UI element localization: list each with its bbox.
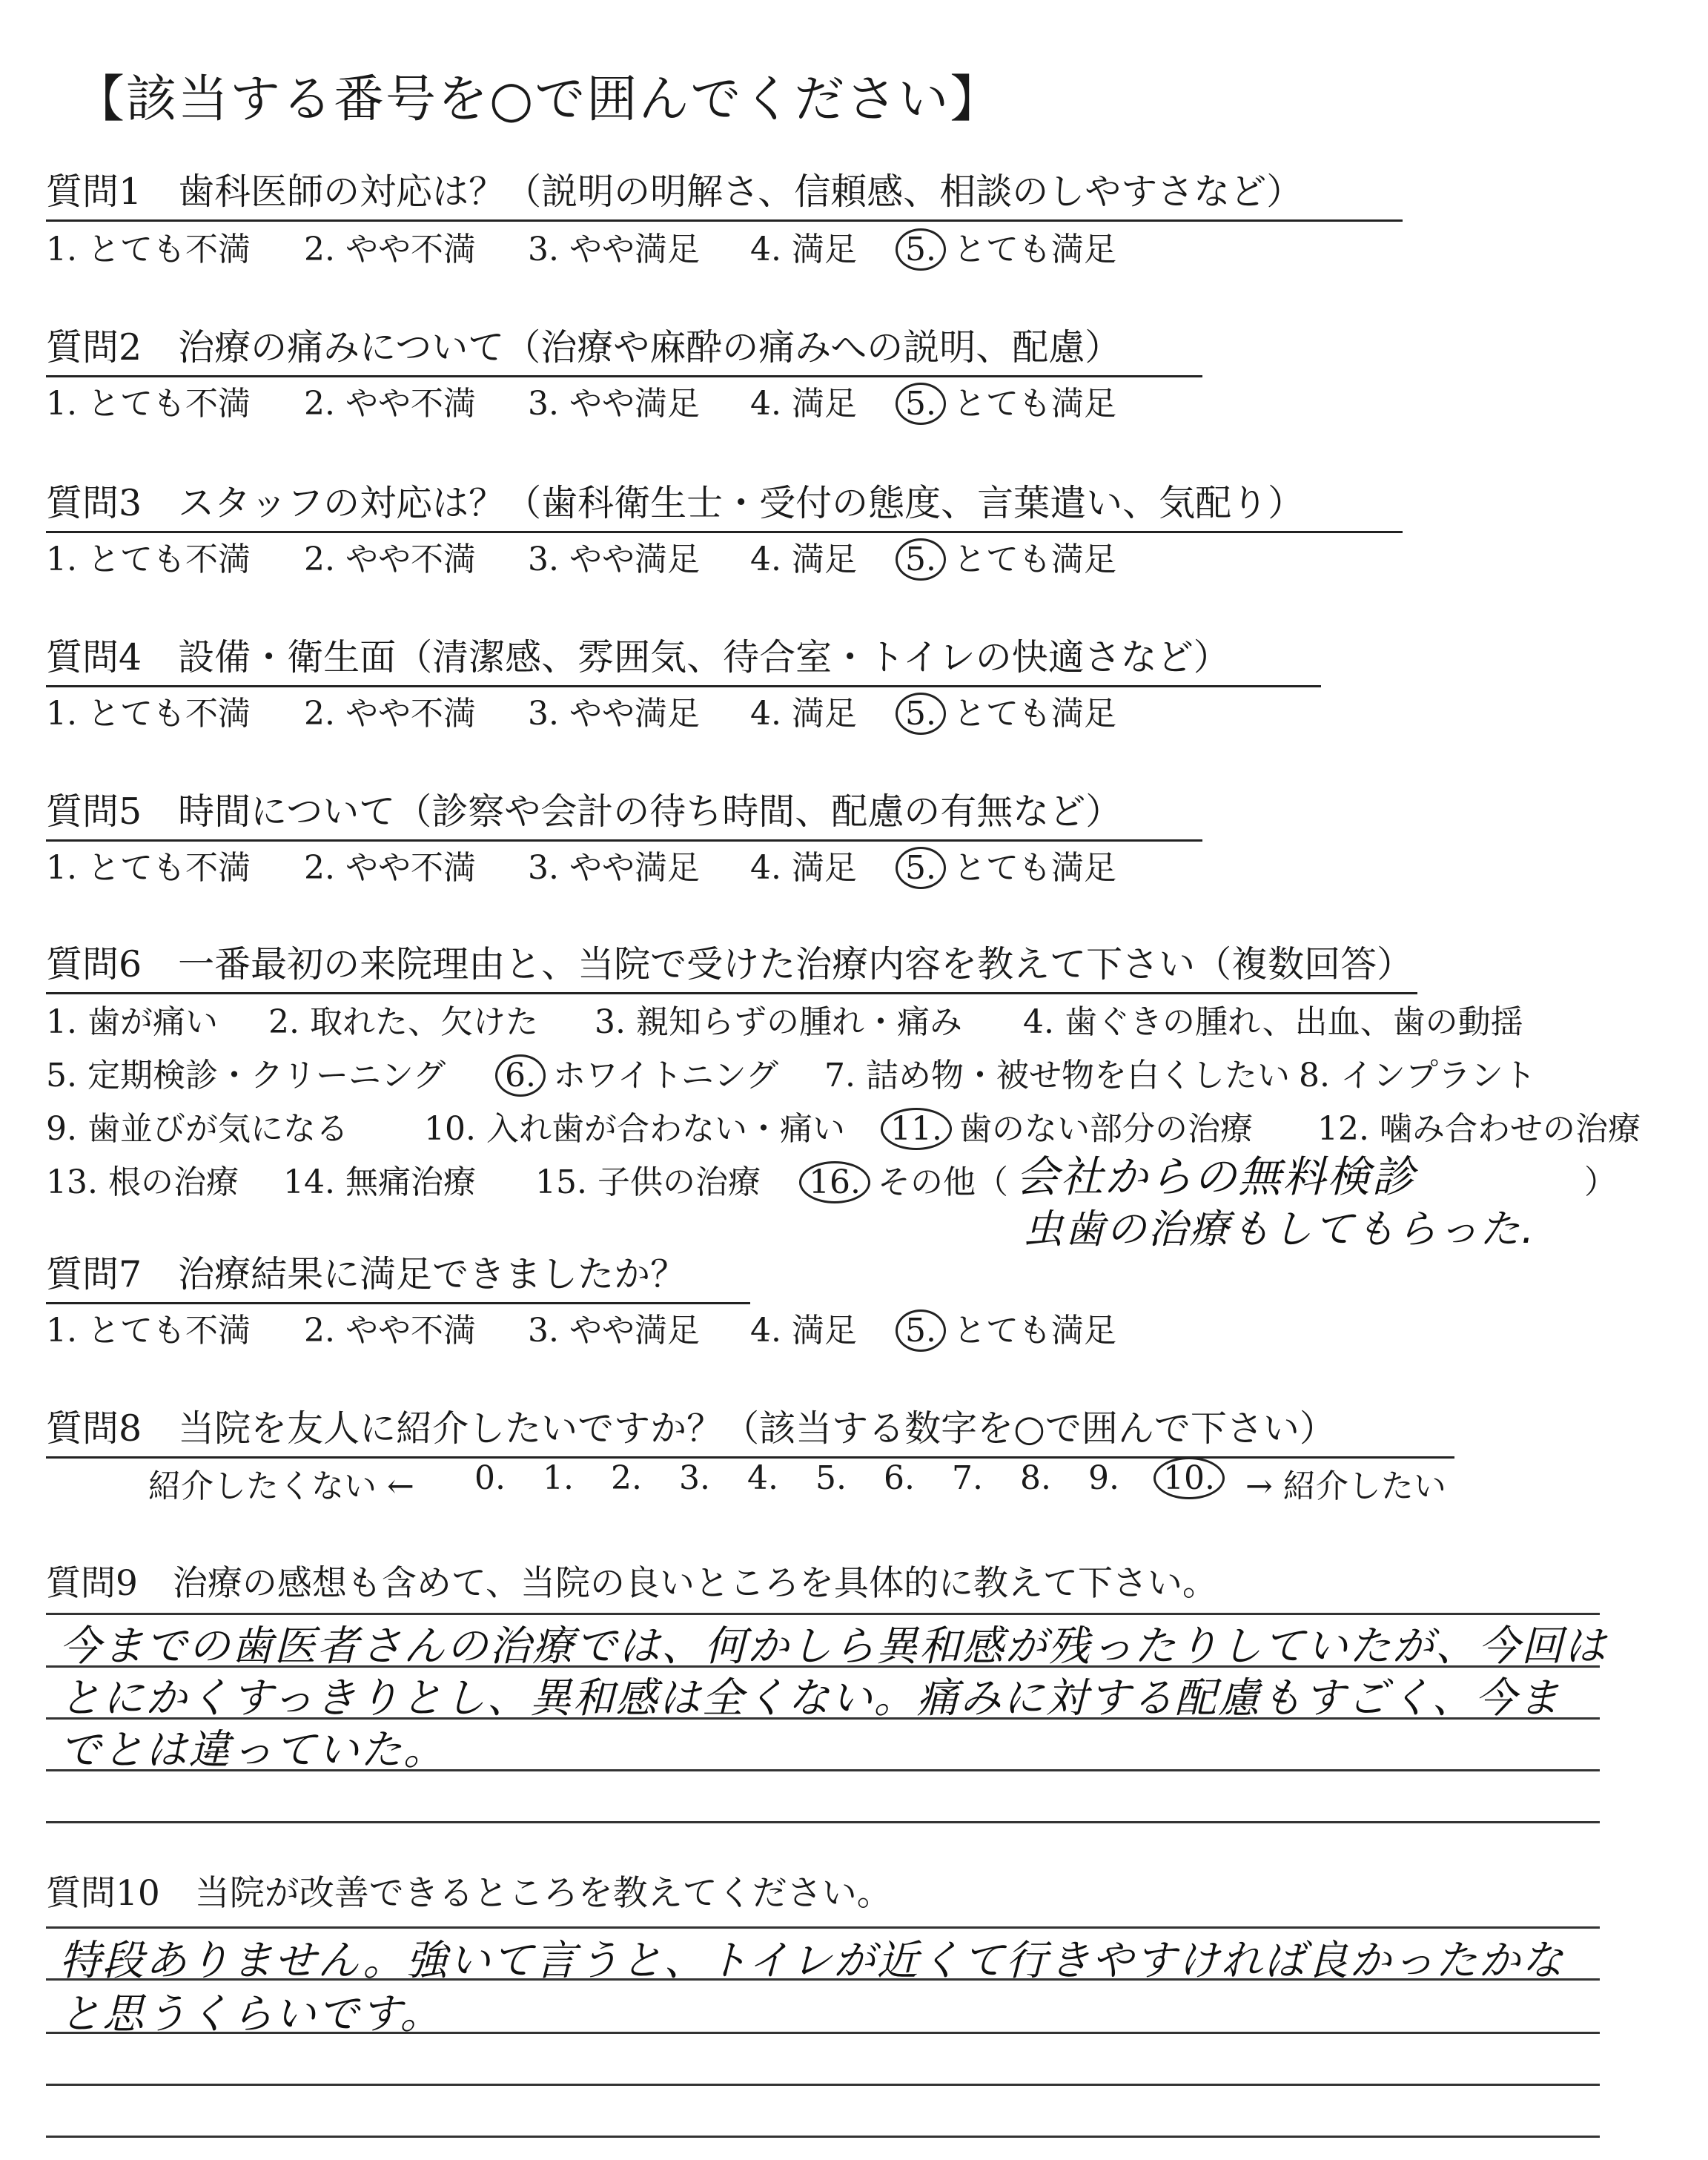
question-5-title: 質問5 時間について（診察や会計の待ち時間、配慮の有無など） xyxy=(46,783,1202,842)
question-1-title: 質問1 歯科医師の対応は？（説明の明解さ、信頼感、相談のしやすさなど） xyxy=(46,163,1403,222)
question-9-title: 質問9 治療の感想も含めて、当院の良いところを具体的に教えて下さい。 xyxy=(46,1563,1217,1604)
q8-option-8[interactable]: 8. xyxy=(1020,1459,1051,1497)
q4-option-3[interactable]: 3. やや満足 xyxy=(528,695,700,733)
q5-option-2[interactable]: 2. やや不満 xyxy=(304,849,476,887)
q1-option-5[interactable] xyxy=(898,222,1116,270)
q8-option-2[interactable]: 2. xyxy=(611,1459,642,1497)
q2-option-1[interactable]: 1. とても不満 xyxy=(46,385,251,423)
q5-option-5-label: とても満足 xyxy=(953,849,1116,887)
q6-option-12[interactable]: 12. 噛み合わせの治療 xyxy=(1317,1110,1641,1148)
q6-option-7[interactable]: 7. 詰め物・被せ物を白くしたい xyxy=(824,1057,1290,1094)
q9-answer-line-2[interactable]: とにかくすっきりとし、異和感は全くない。痛みに対する配慮もすごく、今ま xyxy=(59,1674,1561,1723)
q8-option-0[interactable]: 0. xyxy=(474,1459,506,1497)
q1-option-5-label: とても満足 xyxy=(953,231,1116,268)
q3-option-5-circle: 5. xyxy=(896,538,946,581)
q1-option-3[interactable]: 3. やや満足 xyxy=(528,231,700,268)
q10-answer-line-2[interactable]: と思うくらいです。 xyxy=(59,1990,443,2038)
q6-option-1[interactable]: 1. 歯が痛い xyxy=(46,1003,218,1041)
q1-option-2[interactable]: 2. やや不満 xyxy=(304,231,476,268)
question-7-title: 質問7 治療結果に満足できましたか？ xyxy=(46,1246,750,1304)
q6-option-16[interactable] xyxy=(802,1155,1008,1203)
q8-option-7[interactable]: 7. xyxy=(952,1459,983,1497)
q7-option-2[interactable]: 2. やや不満 xyxy=(304,1312,476,1350)
question-3-options xyxy=(46,532,1603,577)
q6-other-handwritten-1[interactable]: 会社からの無料検診 xyxy=(1016,1152,1417,1202)
q4-option-5-circle: 5. xyxy=(896,693,946,735)
q6-option-6-label: ホワイトニング xyxy=(552,1057,779,1094)
question-1-options xyxy=(46,222,1603,267)
q8-option-6[interactable]: 6. xyxy=(884,1459,915,1497)
q2-option-5-label: とても満足 xyxy=(953,385,1116,423)
question-2-title: 質問2 治療の痛みについて（治療や麻酔の痛みへの説明、配慮） xyxy=(46,319,1202,377)
q6-option-6-circle: 6. xyxy=(495,1054,546,1097)
q5-option-4[interactable]: 4. 満足 xyxy=(750,849,857,887)
q8-option-10[interactable] xyxy=(1156,1459,1222,1497)
q6-option-16-label: その他（ xyxy=(877,1163,1008,1201)
q5-option-5-circle: 5. xyxy=(896,847,946,889)
q4-option-5[interactable] xyxy=(898,687,1116,734)
question-10-title: 質問10 当院が改善できるところを教えてください。 xyxy=(46,1873,892,1914)
q2-option-5-circle: 5. xyxy=(896,383,946,425)
q6-option-16-circle: 16. xyxy=(799,1161,870,1203)
q6-option-4[interactable]: 4. 歯ぐきの腫れ、出血、歯の動揺 xyxy=(1023,1003,1523,1041)
q6-option-14[interactable]: 14. 無痛治療 xyxy=(283,1163,476,1201)
question-8-scale xyxy=(148,1459,1557,1504)
q3-option-5-label: とても満足 xyxy=(953,541,1116,578)
q1-option-5-circle: 5. xyxy=(896,228,946,271)
q1-option-4[interactable]: 4. 満足 xyxy=(750,231,857,268)
q5-option-5[interactable] xyxy=(898,841,1116,888)
q6-option-2[interactable]: 2. 取れた、欠けた xyxy=(268,1003,538,1041)
q7-option-4[interactable]: 4. 満足 xyxy=(750,1312,857,1350)
q3-option-2[interactable]: 2. やや不満 xyxy=(304,541,476,578)
q6-option-9[interactable]: 9. 歯並びが気になる xyxy=(46,1110,348,1148)
q6-option-10[interactable]: 10. 入れ歯が合わない・痛い xyxy=(424,1110,845,1148)
question-3-title: 質問3 スタッフの対応は？（歯科衛生士・受付の態度、言葉遣い、気配り） xyxy=(46,475,1403,533)
question-6-title: 質問6 一番最初の来院理由と、当院で受けた治療内容を教えて下さい（複数回答） xyxy=(46,936,1417,994)
q8-option-10-circle: 10. xyxy=(1153,1457,1225,1499)
q6-option-6[interactable] xyxy=(498,1048,778,1096)
q6-option-16-close: ） xyxy=(1584,1163,1617,1201)
question-5-options xyxy=(46,841,1603,885)
q8-option-1[interactable]: 1. xyxy=(543,1459,574,1497)
q1-option-1[interactable]: 1. とても不満 xyxy=(46,231,251,268)
question-4-title: 質問4 設備・衛生面（清潔感、雰囲気、待合室・トイレの快適さなど） xyxy=(46,629,1321,687)
q9-line-rule-5 xyxy=(46,1821,1600,1823)
q4-option-1[interactable]: 1. とても不満 xyxy=(46,695,251,733)
q6-option-11-circle: 11. xyxy=(881,1108,952,1150)
q6-option-3[interactable]: 3. 親知らずの腫れ・痛み xyxy=(595,1003,962,1041)
q4-option-4[interactable]: 4. 満足 xyxy=(750,695,857,733)
q2-option-3[interactable]: 3. やや満足 xyxy=(528,385,700,423)
q6-option-11-label: 歯のない部分の治療 xyxy=(959,1110,1253,1148)
q2-option-2[interactable]: 2. やや不満 xyxy=(304,385,476,423)
q7-option-5-circle: 5. xyxy=(896,1309,946,1352)
q3-option-3[interactable]: 3. やや満足 xyxy=(528,541,700,578)
q8-option-9[interactable]: 9. xyxy=(1088,1459,1119,1497)
question-7-options xyxy=(46,1304,1603,1348)
form-header: 【該当する番号を○で囲んでください】 xyxy=(74,70,1002,129)
question-2-options xyxy=(46,377,1603,421)
q8-option-5[interactable]: 5. xyxy=(815,1459,847,1497)
q4-option-2[interactable]: 2. やや不満 xyxy=(304,695,476,733)
q6-option-5[interactable]: 5. 定期検診・クリーニング xyxy=(46,1057,446,1094)
q6-other-handwritten-2[interactable]: 虫歯の治療もしてもらった. xyxy=(1023,1206,1536,1252)
q9-answer-line-3[interactable]: でとは違っていた。 xyxy=(59,1726,446,1774)
q10-line-rule-5 xyxy=(46,2136,1600,2138)
q10-answer-line-1[interactable]: 特段ありません。強いて言うと、トイレが近くて行きやすければ良かったかな xyxy=(59,1937,1565,1985)
q10-line-rule-4 xyxy=(46,2084,1600,2086)
q3-option-5[interactable] xyxy=(898,532,1116,580)
q9-answer-line-1[interactable]: 今までの歯医者さんの治療では、何かしら異和感が残ったりしていたが、今回は xyxy=(59,1622,1607,1671)
q7-option-5-label: とても満足 xyxy=(953,1312,1116,1350)
q4-option-5-label: とても満足 xyxy=(953,695,1116,733)
q7-option-3[interactable]: 3. やや満足 xyxy=(528,1312,700,1350)
q3-option-4[interactable]: 4. 満足 xyxy=(750,541,857,578)
q7-option-1[interactable]: 1. とても不満 xyxy=(46,1312,251,1350)
q6-option-13[interactable]: 13. 根の治療 xyxy=(46,1163,239,1201)
question-8-title: 質問8 当院を友人に紹介したいですか？（該当する数字を○で囲んで下さい） xyxy=(46,1400,1454,1459)
q8-left-label: 紹介したくない ← xyxy=(148,1467,414,1505)
q6-option-15[interactable]: 15. 子供の治療 xyxy=(535,1163,761,1201)
q3-option-1[interactable]: 1. とても不満 xyxy=(46,541,251,578)
q6-option-8[interactable]: 8. インプラント xyxy=(1299,1057,1536,1094)
q8-option-3[interactable]: 3. xyxy=(679,1459,710,1497)
q7-option-5[interactable] xyxy=(898,1304,1116,1351)
q8-right-label: → 紹介したい xyxy=(1245,1467,1446,1505)
q8-option-4[interactable]: 4. xyxy=(747,1459,778,1497)
q2-option-4[interactable]: 4. 満足 xyxy=(750,385,857,423)
q5-option-3[interactable]: 3. やや満足 xyxy=(528,849,700,887)
q5-option-1[interactable]: 1. とても不満 xyxy=(46,849,251,887)
q2-option-5[interactable] xyxy=(898,377,1116,424)
question-4-options xyxy=(46,687,1603,731)
